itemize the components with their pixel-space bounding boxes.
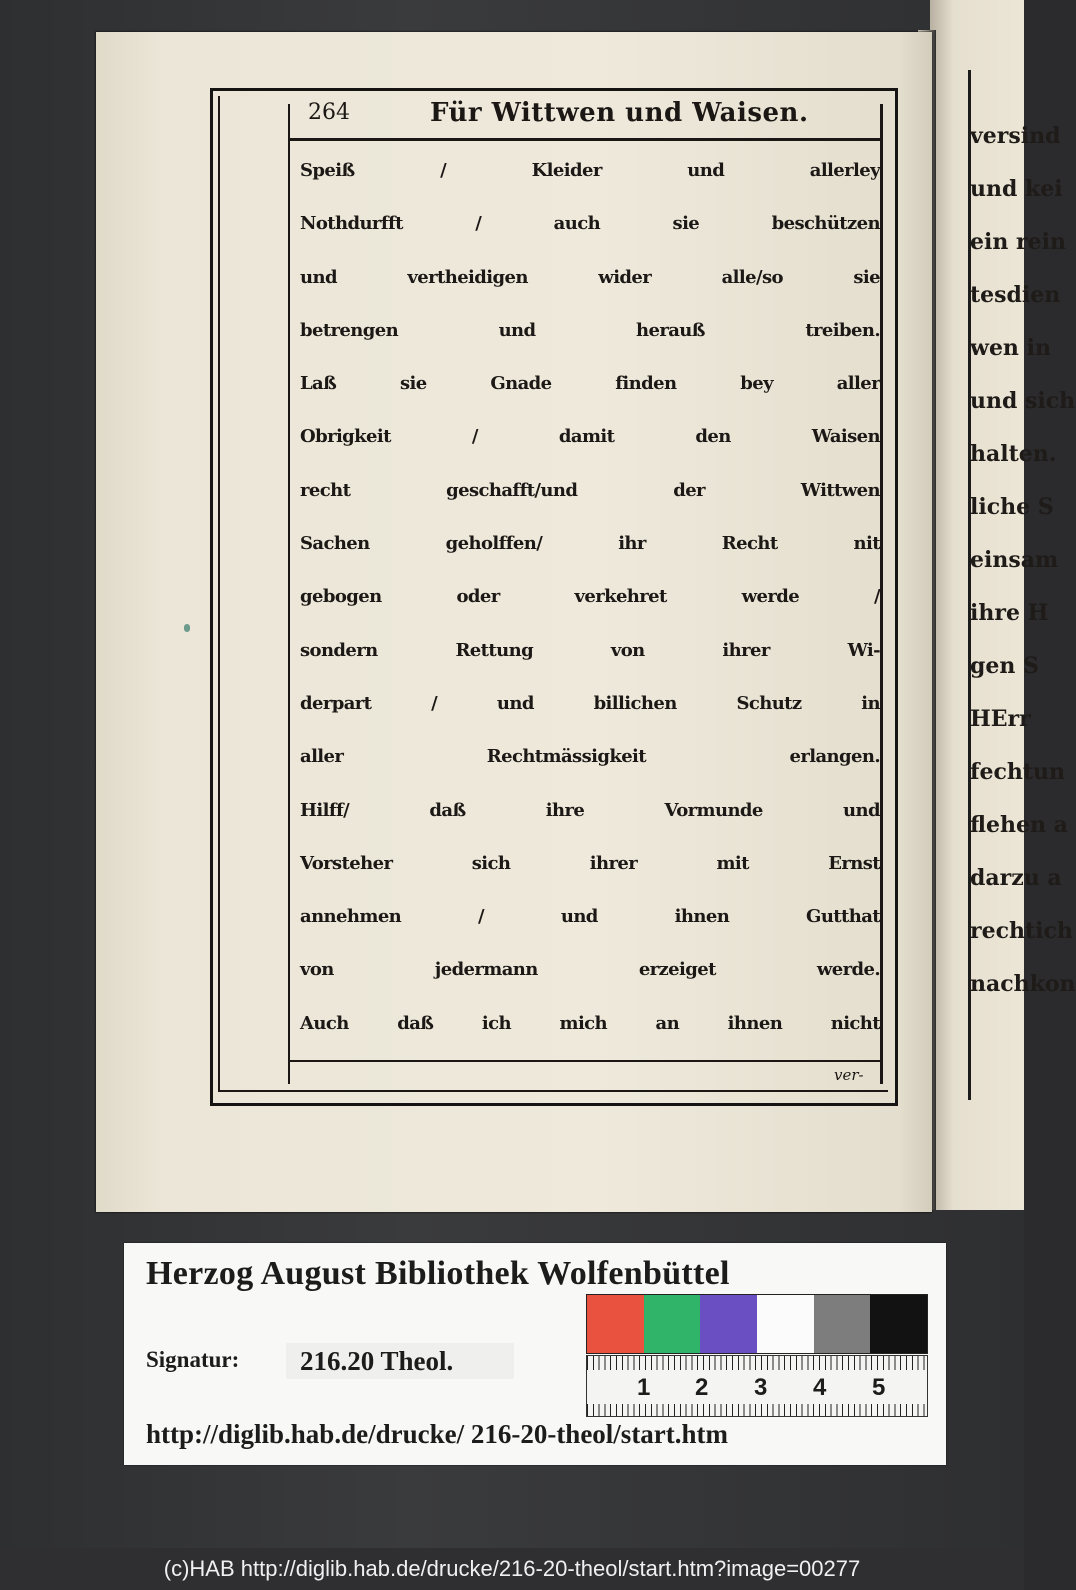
text-line: recht geschafft/und der Wittwen xyxy=(300,479,880,501)
facing-page xyxy=(930,0,1076,1210)
facing-page-line: gen S xyxy=(970,653,1039,679)
text-line: aller Rechtmässigkeit erlangen. xyxy=(300,746,880,768)
copyright-notice: (c)HAB http://diglib.hab.de/drucke/216-20-theol/start.htm?image=00277 xyxy=(163,1556,861,1581)
text-line: und vertheidigen wider alle/so sie xyxy=(300,266,880,288)
text-line: Vorsteher sich ihrer mit Ernst xyxy=(300,852,880,874)
text-line: derpart / und billichen Schutz in xyxy=(300,692,880,714)
text-line: sondern Rettung von ihrer Wi- xyxy=(300,639,880,661)
facing-page-line: und sich xyxy=(970,388,1076,414)
ruler-number: 2 xyxy=(695,1374,709,1401)
facing-page-line: rechtich xyxy=(970,918,1073,944)
facing-page-line: ihre H xyxy=(970,600,1049,626)
facing-page-text xyxy=(970,110,1076,1011)
page-border-inner-left xyxy=(288,104,290,1084)
facing-page-line: fechtun xyxy=(970,759,1066,785)
color-calibration-strip xyxy=(586,1294,928,1354)
catchword: ver- xyxy=(834,1066,864,1084)
page-body-text xyxy=(300,144,880,1050)
library-url: http://diglib.hab.de/drucke/ 216-20-theol/start.htm xyxy=(146,1419,729,1449)
color-swatch-red xyxy=(587,1295,644,1353)
text-line: gebogen oder verkehret werde / xyxy=(300,586,880,608)
facing-page-line: flehen a xyxy=(970,812,1068,838)
ruler-ticks-bottom xyxy=(587,1404,927,1416)
text-line: Obrigkeit / damit den Waisen xyxy=(300,426,880,448)
library-label-card xyxy=(124,1243,946,1465)
text-line: Auch daß ich mich an ihnen nicht xyxy=(300,1012,880,1034)
text-line: annehmen / und ihnen Gutthat xyxy=(300,906,880,928)
running-head: Für Wittwen und Waisen. xyxy=(430,98,809,128)
ruler-number: 3 xyxy=(754,1374,768,1401)
facing-page-line: nachkon xyxy=(970,971,1076,997)
ruler-number: 4 xyxy=(813,1374,827,1401)
signature-value: 216.20 Theol. xyxy=(286,1343,514,1379)
text-line: Laß sie Gnade finden bey aller xyxy=(300,373,880,395)
color-swatch-white xyxy=(757,1295,814,1353)
signature-label: Signatur: xyxy=(146,1347,240,1372)
facing-page-line: wen in xyxy=(970,335,1051,361)
color-swatch-green xyxy=(644,1295,701,1353)
text-line: Hilff/ daß ihre Vormunde und xyxy=(300,799,880,821)
color-swatch-blue xyxy=(700,1295,757,1353)
text-line: Speiß / Kleider und allerley xyxy=(300,160,880,181)
color-swatch-gray xyxy=(814,1295,871,1353)
footer-rule xyxy=(290,1060,880,1062)
facing-page-line: versind xyxy=(970,123,1061,149)
facing-page-line: einsam xyxy=(970,547,1059,573)
library-name: Herzog August Bibliothek Wolfenbüttel xyxy=(146,1255,730,1292)
header-rule xyxy=(290,138,880,141)
facing-page-line: und kei xyxy=(970,176,1063,202)
page-border-inner-right xyxy=(880,104,883,1084)
text-line: Nothdurfft / auch sie beschützen xyxy=(300,213,880,235)
ruler-ticks-top xyxy=(587,1356,927,1370)
text-line: von jedermann erzeiget werde. xyxy=(300,959,880,981)
facing-page-line: HErr xyxy=(970,706,1031,732)
facing-page-line: darzu a xyxy=(970,865,1062,891)
ruler-number: 1 xyxy=(637,1374,651,1401)
color-swatch-black xyxy=(870,1295,927,1353)
facing-page-line: halten. xyxy=(970,441,1057,467)
ruler-number: 5 xyxy=(872,1374,886,1401)
measurement-ruler xyxy=(586,1355,928,1417)
facing-page-line: tesdien xyxy=(970,282,1061,308)
facing-page-line: ein rein xyxy=(970,229,1066,255)
page-number: 264 xyxy=(308,100,350,125)
page-blemish xyxy=(184,624,190,632)
facing-page-line: liche S xyxy=(970,494,1054,520)
text-line: Sachen geholffen/ ihr Recht nit xyxy=(300,533,880,555)
text-line: betrengen und herauß treiben. xyxy=(300,319,880,341)
